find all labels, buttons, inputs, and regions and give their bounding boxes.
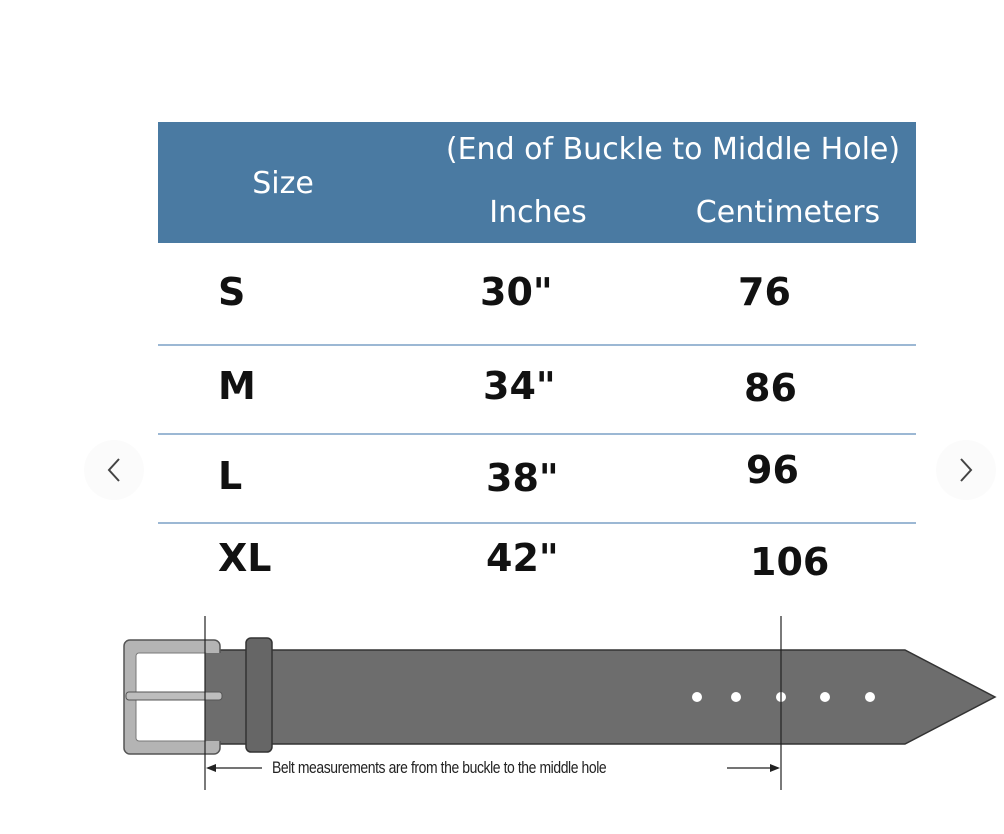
inches-cell: 34" (483, 364, 556, 408)
centimeters-cell: 86 (744, 366, 797, 410)
inches-cell: 42" (486, 536, 559, 580)
belt-hole (820, 692, 830, 702)
arrow-right-icon (770, 764, 780, 772)
row-divider (158, 344, 916, 346)
table-row (158, 270, 916, 360)
centimeters-cell: 96 (746, 448, 799, 492)
next-button[interactable] (936, 440, 996, 500)
table-row (158, 448, 916, 544)
belt-caption: Belt measurements are from the buckle to the middle hole (272, 758, 607, 777)
chevron-right-icon (957, 457, 975, 483)
size-chart-header (158, 122, 916, 243)
inches-cell: 38" (486, 456, 559, 500)
inches-cell: 30" (480, 270, 553, 314)
belt-keeper (246, 638, 272, 752)
belt-diagram (0, 600, 1004, 830)
buckle-prong (126, 692, 222, 700)
belt-strap (205, 650, 995, 744)
arrow-left-icon (206, 764, 216, 772)
row-divider (158, 433, 916, 435)
size-column-header: Size (252, 166, 314, 201)
belt-hole (731, 692, 741, 702)
size-cell: L (218, 454, 243, 498)
belt-hole (692, 692, 702, 702)
size-cell: S (218, 270, 246, 314)
size-cell: XL (218, 536, 272, 580)
row-divider (158, 522, 916, 524)
inches-column-header: Inches (489, 195, 587, 230)
measurement-note: (End of Buckle to Middle Hole) (445, 132, 901, 167)
centimeters-cell: 76 (738, 270, 791, 314)
centimeters-cell: 106 (750, 540, 830, 584)
table-row (158, 364, 916, 454)
size-chart (158, 122, 916, 584)
size-cell: M (218, 364, 256, 408)
centimeters-column-header: Centimeters (695, 195, 881, 230)
chevron-left-icon (105, 457, 123, 483)
belt-hole (865, 692, 875, 702)
previous-button[interactable] (84, 440, 144, 500)
